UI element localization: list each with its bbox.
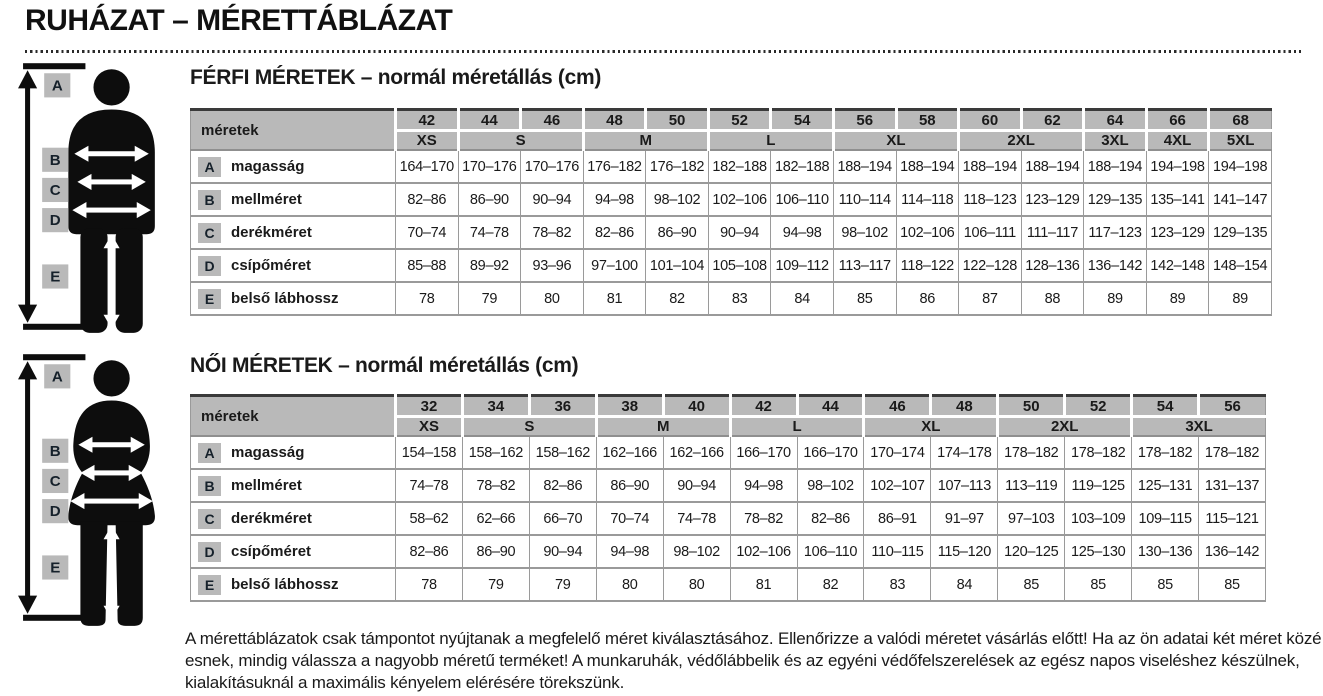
size-header-cell: 46: [864, 396, 931, 417]
letter-size-header-cell: L: [708, 131, 833, 151]
row-label-cell: [191, 249, 396, 282]
row-label: magasság: [231, 157, 305, 175]
value-cell: 178–182: [998, 436, 1065, 469]
value-cell: 74–78: [396, 469, 463, 502]
letter-size-header-cell: L: [730, 417, 864, 437]
size-header-cell: 44: [797, 396, 864, 417]
label-E: E: [50, 268, 61, 286]
women-size-table: [190, 394, 1266, 602]
row-label: belső lábhossz: [231, 575, 339, 593]
row-label-cell: [191, 502, 396, 535]
row-letter-badge: E: [198, 575, 221, 595]
value-cell: 74–78: [458, 216, 521, 249]
value-cell: 79: [462, 568, 529, 601]
value-cell: 188–194: [896, 150, 959, 183]
value-cell: 114–118: [896, 183, 959, 216]
size-header-cell: 54: [1132, 396, 1199, 417]
value-cell: 85: [998, 568, 1065, 601]
value-cell: 123–129: [1021, 183, 1084, 216]
value-cell: 83: [864, 568, 931, 601]
row-label-cell: [191, 436, 396, 469]
value-cell: 94–98: [583, 183, 646, 216]
value-cell: 142–148: [1146, 249, 1209, 282]
value-cell: 94–98: [771, 216, 834, 249]
value-cell: 86–90: [646, 216, 709, 249]
value-cell: 78–82: [462, 469, 529, 502]
value-cell: 118–122: [896, 249, 959, 282]
value-cell: 89–92: [458, 249, 521, 282]
row-label: belső lábhossz: [231, 289, 339, 307]
value-cell: 111–117: [1021, 216, 1084, 249]
value-cell: 80: [596, 568, 663, 601]
value-cell: 85: [833, 282, 896, 315]
value-cell: 80: [521, 282, 584, 315]
value-cell: 162–166: [596, 436, 663, 469]
value-cell: 89: [1209, 282, 1272, 315]
value-cell: 82: [646, 282, 709, 315]
female-body-silhouette: [14, 346, 180, 630]
value-cell: 86–90: [596, 469, 663, 502]
row-label-cell: [191, 568, 396, 601]
size-header-cell: 42: [730, 396, 797, 417]
value-cell: 154–158: [396, 436, 463, 469]
value-cell: 128–136: [1021, 249, 1084, 282]
value-cell: 84: [771, 282, 834, 315]
row-label-cell: [191, 535, 396, 568]
value-cell: 176–182: [583, 150, 646, 183]
letter-size-header-cell: 3XL: [1132, 417, 1266, 437]
value-cell: 79: [458, 282, 521, 315]
letter-size-header-cell: 4XL: [1146, 131, 1209, 151]
value-cell: 113–117: [833, 249, 896, 282]
size-header-cell: 58: [896, 110, 959, 131]
value-cell: 178–182: [1065, 436, 1132, 469]
value-cell: 98–102: [797, 469, 864, 502]
value-cell: 109–115: [1132, 502, 1199, 535]
value-cell: 78–82: [730, 502, 797, 535]
value-cell: 80: [663, 568, 730, 601]
value-cell: 110–115: [864, 535, 931, 568]
value-cell: 110–114: [833, 183, 896, 216]
letter-size-header-cell: XL: [833, 131, 958, 151]
size-header-cell: 48: [583, 110, 646, 131]
value-cell: 194–198: [1146, 150, 1209, 183]
value-cell: 125–131: [1132, 469, 1199, 502]
row-letter-badge: C: [198, 509, 221, 529]
value-cell: 178–182: [1199, 436, 1266, 469]
table-row: [191, 436, 1266, 469]
size-header-cell: 52: [708, 110, 771, 131]
value-cell: 85: [1065, 568, 1132, 601]
value-cell: 62–66: [462, 502, 529, 535]
value-cell: 74–78: [663, 502, 730, 535]
dotted-divider: [25, 50, 1301, 53]
row-letter-badge: B: [198, 190, 221, 210]
value-cell: 105–108: [708, 249, 771, 282]
value-cell: 162–166: [663, 436, 730, 469]
value-cell: 58–62: [396, 502, 463, 535]
value-cell: 119–125: [1065, 469, 1132, 502]
value-cell: 106–110: [771, 183, 834, 216]
value-cell: 106–111: [959, 216, 1022, 249]
value-cell: 188–194: [1084, 150, 1147, 183]
value-cell: 101–104: [646, 249, 709, 282]
letter-size-header-cell: 5XL: [1209, 131, 1272, 151]
value-cell: 166–170: [730, 436, 797, 469]
table-row: [191, 568, 1266, 601]
size-header-cell: 44: [458, 110, 521, 131]
value-cell: 182–188: [708, 150, 771, 183]
letter-size-header-cell: M: [583, 131, 708, 151]
value-cell: 82–86: [396, 535, 463, 568]
women-section-title: NŐI MÉRETEK – normál méretállás (cm): [190, 354, 579, 377]
value-cell: 90–94: [529, 535, 596, 568]
value-cell: 182–188: [771, 150, 834, 183]
size-header-cell: 62: [1021, 110, 1084, 131]
value-cell: 82–86: [797, 502, 864, 535]
row-label-cell: [191, 216, 396, 249]
table-corner-label: méretek: [191, 110, 396, 151]
label-E: E: [50, 559, 61, 577]
value-cell: 98–102: [833, 216, 896, 249]
size-header-cell: 60: [959, 110, 1022, 131]
value-cell: 93–96: [521, 249, 584, 282]
label-B: B: [49, 442, 61, 460]
label-D: D: [49, 503, 61, 521]
value-cell: 83: [708, 282, 771, 315]
value-cell: 115–121: [1199, 502, 1266, 535]
value-cell: 86: [896, 282, 959, 315]
figure-label-badges: [42, 73, 70, 288]
value-cell: 70–74: [596, 502, 663, 535]
size-header-cell: 34: [462, 396, 529, 417]
row-label-cell: [191, 282, 396, 315]
table-row: [191, 535, 1266, 568]
size-header-cell: 32: [396, 396, 463, 417]
value-cell: 136–142: [1084, 249, 1147, 282]
size-header-cell: 46: [521, 110, 584, 131]
row-letter-badge: A: [198, 443, 221, 463]
value-cell: 194–198: [1209, 150, 1272, 183]
label-C: C: [49, 181, 61, 199]
table-row: [191, 183, 1272, 216]
value-cell: 90–94: [521, 183, 584, 216]
value-cell: 98–102: [646, 183, 709, 216]
male-body-silhouette: [14, 57, 180, 337]
size-header-cell: 56: [833, 110, 896, 131]
value-cell: 174–178: [931, 436, 998, 469]
label-C: C: [49, 472, 61, 490]
value-cell: 113–119: [998, 469, 1065, 502]
value-cell: 78–82: [521, 216, 584, 249]
label-A: A: [51, 77, 63, 95]
value-cell: 103–109: [1065, 502, 1132, 535]
value-cell: 136–142: [1199, 535, 1266, 568]
value-cell: 158–162: [462, 436, 529, 469]
value-cell: 120–125: [998, 535, 1065, 568]
value-cell: 66–70: [529, 502, 596, 535]
size-header-cell: 64: [1084, 110, 1147, 131]
table-row: [191, 150, 1272, 183]
row-label: csípőméret: [231, 542, 312, 560]
letter-size-header-cell: 3XL: [1084, 131, 1147, 151]
size-header-cell: 36: [529, 396, 596, 417]
size-header-cell: 50: [646, 110, 709, 131]
letter-size-header-cell: S: [462, 417, 596, 437]
table-row: [191, 216, 1272, 249]
value-cell: 170–174: [864, 436, 931, 469]
value-cell: 78: [396, 568, 463, 601]
value-cell: 158–162: [529, 436, 596, 469]
value-cell: 102–106: [896, 216, 959, 249]
size-header-cell: 52: [1065, 396, 1132, 417]
value-cell: 141–147: [1209, 183, 1272, 216]
label-A: A: [51, 368, 63, 386]
row-letter-badge: B: [198, 476, 221, 496]
size-header-cell: 38: [596, 396, 663, 417]
value-cell: 125–130: [1065, 535, 1132, 568]
value-cell: 109–112: [771, 249, 834, 282]
letter-size-header-cell: 2XL: [998, 417, 1132, 437]
value-cell: 148–154: [1209, 249, 1272, 282]
row-letter-badge: E: [198, 289, 221, 309]
value-cell: 89: [1084, 282, 1147, 315]
value-cell: 82–86: [396, 183, 459, 216]
row-label-cell: [191, 469, 396, 502]
value-cell: 135–141: [1146, 183, 1209, 216]
value-cell: 178–182: [1132, 436, 1199, 469]
table-row: [191, 502, 1266, 535]
table-row: [191, 282, 1272, 315]
value-cell: 94–98: [730, 469, 797, 502]
size-header-cell: 48: [931, 396, 998, 417]
row-label: mellméret: [231, 190, 302, 208]
size-header-cell: 66: [1146, 110, 1209, 131]
value-cell: 130–136: [1132, 535, 1199, 568]
value-cell: 123–129: [1146, 216, 1209, 249]
letter-size-header-cell: S: [458, 131, 583, 151]
table-row: [191, 249, 1272, 282]
value-cell: 81: [730, 568, 797, 601]
value-cell: 97–103: [998, 502, 1065, 535]
value-cell: 118–123: [959, 183, 1022, 216]
value-cell: 82: [797, 568, 864, 601]
value-cell: 91–97: [931, 502, 998, 535]
value-cell: 86–90: [462, 535, 529, 568]
value-cell: 88: [1021, 282, 1084, 315]
letter-size-header-cell: XL: [864, 417, 998, 437]
value-cell: 79: [529, 568, 596, 601]
value-cell: 106–110: [797, 535, 864, 568]
letter-size-header-cell: XS: [396, 417, 463, 437]
value-cell: 115–120: [931, 535, 998, 568]
table-corner-label: méretek: [191, 396, 396, 437]
letter-size-header-cell: 2XL: [959, 131, 1084, 151]
value-cell: 70–74: [396, 216, 459, 249]
table-row: [191, 469, 1266, 502]
value-cell: 97–100: [583, 249, 646, 282]
row-label: csípőméret: [231, 256, 312, 274]
value-cell: 131–137: [1199, 469, 1266, 502]
row-label-cell: [191, 183, 396, 216]
value-cell: 102–106: [730, 535, 797, 568]
value-cell: 85: [1132, 568, 1199, 601]
size-header-cell: 56: [1199, 396, 1266, 417]
row-letter-badge: A: [198, 157, 221, 177]
value-cell: 170–176: [521, 150, 584, 183]
value-cell: 82–86: [529, 469, 596, 502]
value-cell: 98–102: [663, 535, 730, 568]
value-cell: 102–106: [708, 183, 771, 216]
value-cell: 129–135: [1209, 216, 1272, 249]
letter-size-header-cell: M: [596, 417, 730, 437]
row-label: derékméret: [231, 509, 312, 527]
size-header-cell: 54: [771, 110, 834, 131]
size-header-cell: 40: [663, 396, 730, 417]
value-cell: 87: [959, 282, 1022, 315]
value-cell: 85: [1199, 568, 1266, 601]
value-cell: 122–128: [959, 249, 1022, 282]
page-title: RUHÁZAT – MÉRETTÁBLÁZAT: [25, 4, 453, 37]
row-label: magasság: [231, 443, 305, 461]
value-cell: 164–170: [396, 150, 459, 183]
label-D: D: [49, 212, 61, 230]
value-cell: 188–194: [1021, 150, 1084, 183]
row-label: mellméret: [231, 476, 302, 494]
size-header-cell: 42: [396, 110, 459, 131]
label-B: B: [49, 151, 61, 169]
value-cell: 81: [583, 282, 646, 315]
men-section-title: FÉRFI MÉRETEK – normál méretállás (cm): [190, 66, 602, 89]
men-size-table: [190, 108, 1272, 316]
row-label-cell: [191, 150, 396, 183]
value-cell: 86–90: [458, 183, 521, 216]
value-cell: 82–86: [583, 216, 646, 249]
value-cell: 90–94: [708, 216, 771, 249]
row-letter-badge: D: [198, 542, 221, 562]
value-cell: 102–107: [864, 469, 931, 502]
value-cell: 89: [1146, 282, 1209, 315]
value-cell: 176–182: [646, 150, 709, 183]
value-cell: 107–113: [931, 469, 998, 502]
value-cell: 85–88: [396, 249, 459, 282]
value-cell: 166–170: [797, 436, 864, 469]
letter-size-header-cell: XS: [396, 131, 459, 151]
value-cell: 170–176: [458, 150, 521, 183]
value-cell: 129–135: [1084, 183, 1147, 216]
size-header-cell: 50: [998, 396, 1065, 417]
value-cell: 90–94: [663, 469, 730, 502]
value-cell: 188–194: [959, 150, 1022, 183]
value-cell: 188–194: [833, 150, 896, 183]
value-cell: 94–98: [596, 535, 663, 568]
figure-label-badges: [42, 364, 70, 579]
value-cell: 86–91: [864, 502, 931, 535]
disclaimer-text: A mérettáblázatok csak támpontot nyújtanak a megfelelő méret kiválasztásához. Ellenőrizze a valódi méretet vásárlás előtt! Ha az ön adatai két méret közé esnek, mindig válassza a nagyobb méretű terméket! A munkaruhák, védőlábbelik és az egyéni védőfelszerelések az egész napos viseléshez készülnek, kialakításuknál a maximális kényelem elérésére törekszünk.: [185, 629, 1322, 692]
row-label: derékméret: [231, 223, 312, 241]
row-letter-badge: C: [198, 223, 221, 243]
size-header-cell: 68: [1209, 110, 1272, 131]
value-cell: 84: [931, 568, 998, 601]
row-letter-badge: D: [198, 256, 221, 276]
value-cell: 78: [396, 282, 459, 315]
value-cell: 117–123: [1084, 216, 1147, 249]
